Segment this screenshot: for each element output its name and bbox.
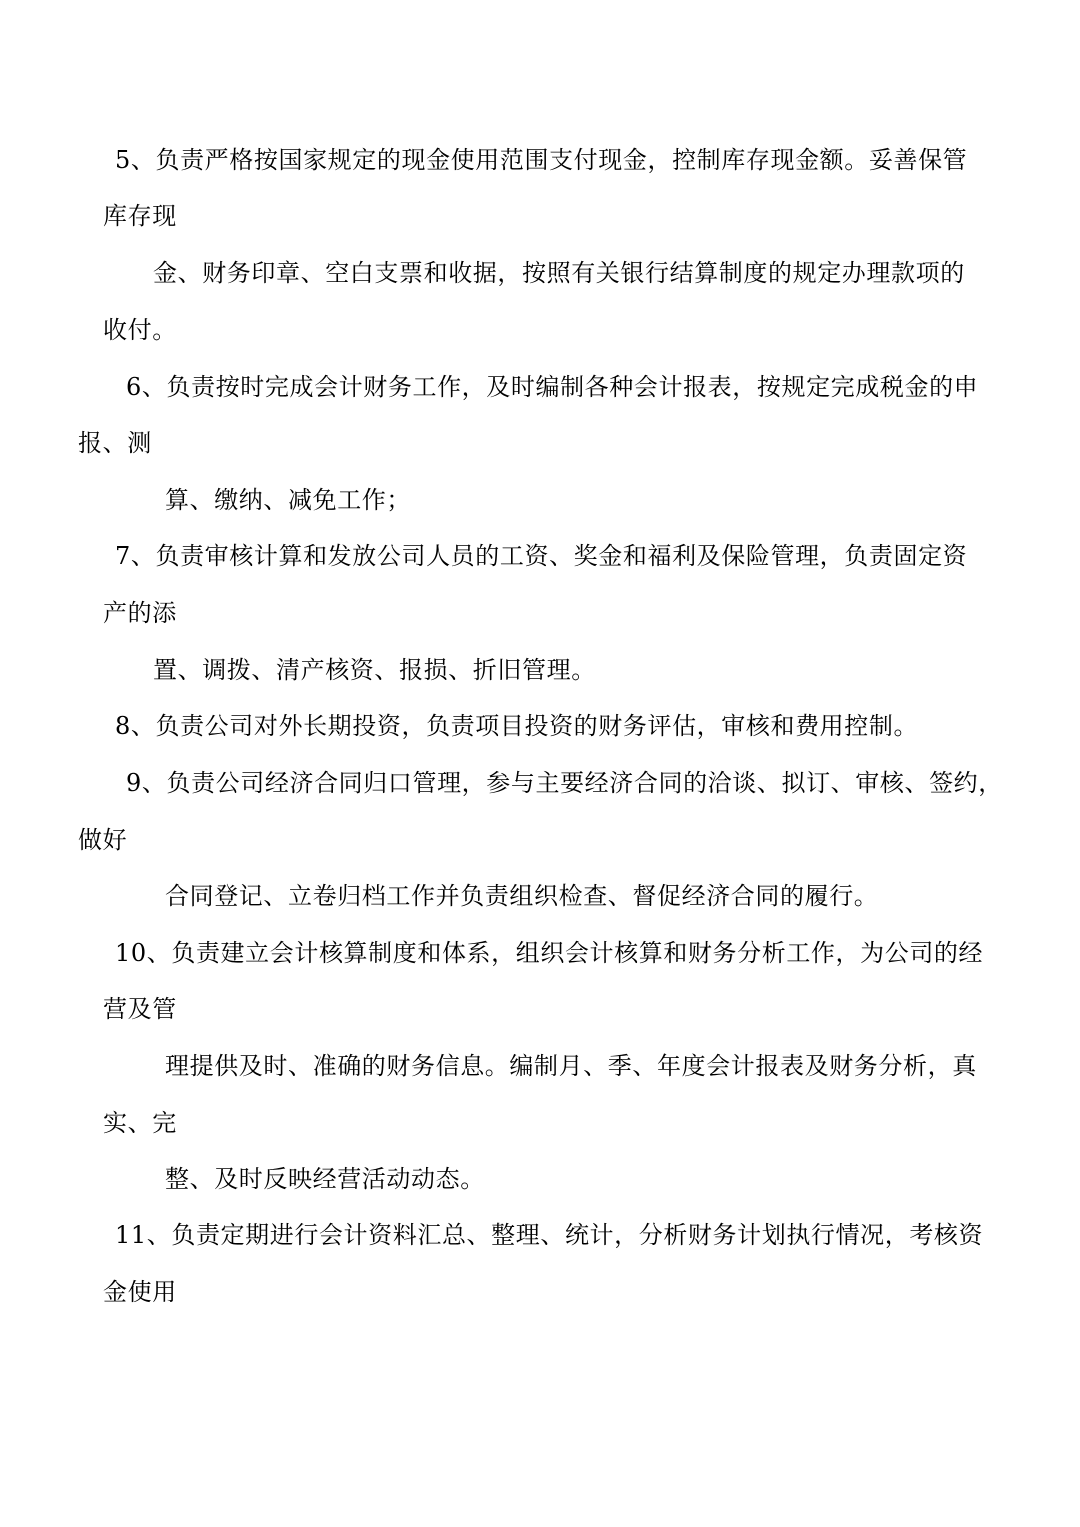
text-line: 金使用 bbox=[103, 1278, 177, 1306]
text-line: 理提供及时、准确的财务信息。编制月、季、年度会计报表及财务分析，真 bbox=[165, 1052, 977, 1080]
text-line: 实、完 bbox=[103, 1109, 177, 1137]
text-line: 收付。 bbox=[103, 316, 177, 344]
text-line: 合同登记、立卷归档工作并负责组织检查、督促经济合同的履行。 bbox=[165, 882, 879, 910]
text-line: 9、负责公司经济合同归口管理，参与主要经济合同的洽谈、拟订、审核、签约， bbox=[126, 769, 1003, 797]
text-line: 置、调拨、清产核资、报损、折旧管理。 bbox=[153, 656, 596, 684]
text-line: 8、负责公司对外长期投资，负责项目投资的财务评估，审核和费用控制。 bbox=[115, 712, 919, 740]
text-line: 6、负责按时完成会计财务工作，及时编制各种会计报表，按规定完成税金的申 bbox=[126, 373, 979, 401]
text-line: 10、负责建立会计核算制度和体系，组织会计核算和财务分析工作，为公司的经 bbox=[115, 939, 984, 967]
text-line: 算、缴纳、减免工作； bbox=[165, 486, 411, 514]
text-line: 金、财务印章、空白支票和收据，按照有关银行结算制度的规定办理款项的 bbox=[153, 259, 965, 287]
text-line: 5、负责严格按国家规定的现金使用范围支付现金，控制库存现金额。妥善保管 bbox=[115, 146, 968, 174]
text-line: 做好 bbox=[78, 826, 128, 854]
text-line: 库存现 bbox=[103, 202, 177, 230]
text-line: 营及管 bbox=[103, 995, 177, 1023]
text-line: 产的添 bbox=[103, 599, 177, 627]
text-line: 报、测 bbox=[78, 429, 152, 457]
text-line: 7、负责审核计算和发放公司人员的工资、奖金和福利及保险管理，负责固定资 bbox=[115, 542, 968, 570]
text-line: 11、负责定期进行会计资料汇总、整理、统计，分析财务计划执行情况，考核资 bbox=[115, 1221, 984, 1249]
text-line: 整、及时反映经营活动动态。 bbox=[165, 1165, 485, 1193]
